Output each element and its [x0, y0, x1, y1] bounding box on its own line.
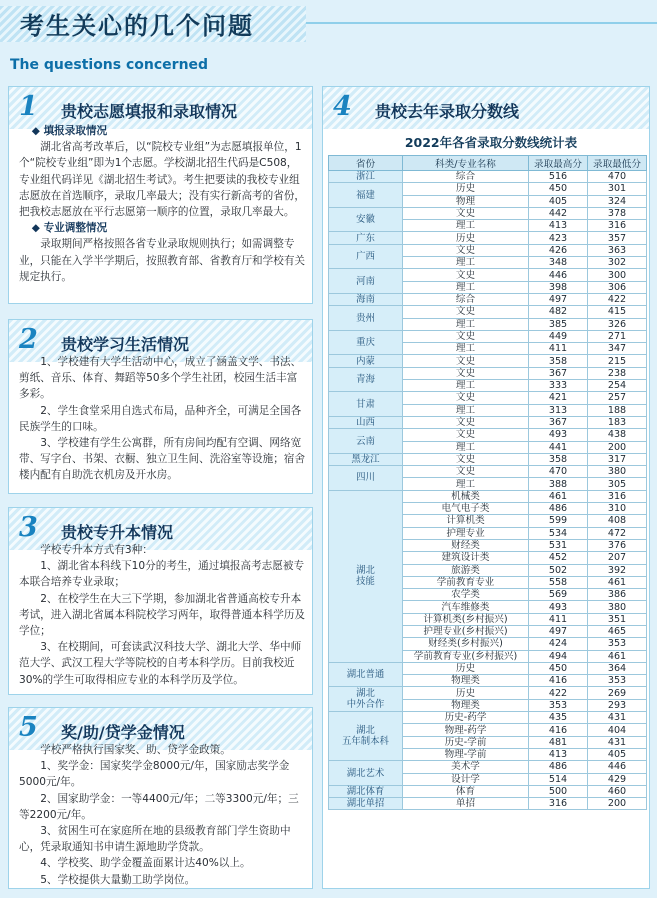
table-row — [329, 183, 647, 195]
max-score-cell: 423 — [529, 232, 588, 244]
max-score-cell: 358 — [529, 355, 588, 367]
max-score-cell: 388 — [529, 478, 588, 490]
subject-cell: 文史 — [403, 367, 529, 379]
province-cell: 黑龙江 — [329, 453, 403, 465]
min-score-cell: 302 — [588, 257, 647, 269]
diamond-bullet-icon: ◆ — [31, 125, 44, 137]
min-score-cell: 306 — [588, 281, 647, 293]
subject-cell: 文史 — [403, 392, 529, 404]
paragraph: 5、学校提供大量勤工助学岗位。 — [40, 873, 196, 886]
subject-cell: 机械类 — [403, 490, 529, 502]
table-row — [329, 662, 647, 674]
province-cell: 湖北 五年制本科 — [329, 712, 403, 761]
max-score-cell: 534 — [529, 527, 588, 539]
max-score-cell: 452 — [529, 552, 588, 564]
min-score-cell: 415 — [588, 306, 647, 318]
subheading — [19, 220, 306, 236]
subject-cell: 物理类 — [403, 699, 529, 711]
min-score-cell: 200 — [588, 798, 647, 810]
section-number: 3 — [19, 512, 38, 543]
max-score-cell: 398 — [529, 281, 588, 293]
province-cell: 青海 — [329, 367, 403, 392]
subject-cell: 学前教育专业(乡村振兴) — [403, 650, 529, 662]
max-score-cell: 497 — [529, 293, 588, 305]
province-cell: 内蒙 — [329, 355, 403, 367]
min-score-cell: 431 — [588, 736, 647, 748]
section-title: 贵校学习生活情况 — [61, 335, 190, 354]
table-row — [329, 207, 647, 219]
table-row — [329, 355, 647, 367]
table-row — [329, 453, 647, 465]
min-score-cell: 404 — [588, 724, 647, 736]
min-score-cell: 380 — [588, 601, 647, 613]
min-score-cell: 300 — [588, 269, 647, 281]
subject-cell: 文史 — [403, 207, 529, 219]
max-score-cell: 569 — [529, 589, 588, 601]
subject-cell: 单招 — [403, 798, 529, 810]
paragraph: 2、国家助学金：一等4400元/年；二等3300元/年；三等2200元/年。 — [19, 792, 299, 821]
max-score-cell: 358 — [529, 453, 588, 465]
max-score-cell: 333 — [529, 380, 588, 392]
max-score-cell: 316 — [529, 798, 588, 810]
subject-cell: 历史 — [403, 687, 529, 699]
province-cell: 福建 — [329, 183, 403, 208]
province-cell: 云南 — [329, 429, 403, 454]
max-score-cell: 514 — [529, 773, 588, 785]
max-score-cell: 494 — [529, 650, 588, 662]
subject-cell: 理工 — [403, 380, 529, 392]
min-score-cell: 363 — [588, 244, 647, 256]
table-row — [329, 798, 647, 810]
subheading-text: 填报录取情况 — [43, 125, 108, 137]
table-row — [329, 687, 647, 699]
table-row — [329, 392, 647, 404]
subject-cell: 历史 — [403, 183, 529, 195]
header-province: 省份 — [329, 156, 403, 171]
subject-cell: 美术学 — [403, 761, 529, 773]
min-score-cell: 316 — [588, 490, 647, 502]
min-score-cell: 310 — [588, 503, 647, 515]
section-number: 2 — [19, 324, 38, 355]
subject-cell: 电气电子类 — [403, 503, 529, 515]
min-score-cell: 465 — [588, 625, 647, 637]
min-score-cell: 429 — [588, 773, 647, 785]
max-score-cell: 367 — [529, 416, 588, 428]
table-row — [329, 269, 647, 281]
min-score-cell: 301 — [588, 183, 647, 195]
subject-cell: 综合 — [403, 171, 529, 183]
paragraph: 学校专升本方式有3种： — [40, 544, 153, 556]
min-score-cell: 183 — [588, 416, 647, 428]
subject-cell: 汽车维修类 — [403, 601, 529, 613]
section-1-panel — [8, 86, 313, 304]
max-score-cell: 416 — [529, 675, 588, 687]
section-number: 4 — [333, 91, 352, 122]
max-score-cell: 500 — [529, 785, 588, 797]
subject-cell: 文史 — [403, 429, 529, 441]
min-score-cell: 188 — [588, 404, 647, 416]
province-cell: 贵州 — [329, 306, 403, 331]
province-cell: 甘肃 — [329, 392, 403, 417]
max-score-cell: 435 — [529, 712, 588, 724]
max-score-cell: 411 — [529, 613, 588, 625]
paragraph: 1、学校建有大学生活动中心，成立了涵盖文学、书法、剪纸、音乐、体育、舞蹈等50多个学生社团，校园生活丰富多彩。 — [19, 356, 302, 401]
max-score-cell: 353 — [529, 699, 588, 711]
paragraph: 3、学校建有学生公寓群，所有房间均配有空调、网络宽带、写字台、书架、衣橱、独立卫生间、洗浴室等设施；宿舍楼内配有自助洗衣机房及开水房。 — [19, 437, 306, 482]
max-score-cell: 486 — [529, 503, 588, 515]
subject-cell: 物理-学前 — [403, 748, 529, 760]
min-score-cell: 461 — [588, 576, 647, 588]
province-cell: 湖北 技能 — [329, 490, 403, 662]
max-score-cell: 442 — [529, 207, 588, 219]
section-title: 贵校专升本情况 — [61, 523, 174, 542]
table-row — [329, 171, 647, 183]
table-header-row — [329, 156, 647, 171]
subheading-text: 专业调整情况 — [43, 222, 108, 235]
subject-cell: 历史 — [403, 232, 529, 244]
paragraph: 2、在校学生在大三下学期，参加湖北省普通高校专升本考试，进入湖北省属本科院校学习两年，取得普通本科学历及学位； — [19, 592, 306, 638]
paragraph: 湖北省高考改革后，以“院校专业组”为志愿填报单位，1个“院校专业组”即为1个志愿。学校湖北招生代码是C508，专业组代码详见《湖北招生考试》。考生把要读的我校专业组志愿放在首选顺序，录取几率最大；没有实行新高考的省份，把我校志愿放在平行志愿第一顺序的位置，录取几率最大。 — [19, 141, 306, 219]
max-score-cell: 599 — [529, 515, 588, 527]
min-score-cell: 376 — [588, 539, 647, 551]
min-score-cell: 470 — [588, 171, 647, 183]
province-cell: 湖北单招 — [329, 798, 403, 810]
subject-cell: 文史 — [403, 244, 529, 256]
paragraph: 3、在校期间，可套读武汉科技大学、湖北大学、华中师范大学、武汉工程大学等院校的自考本科学历。目前我校近30%的学生可取得相应专业的本科学历及学位。 — [19, 641, 302, 686]
paragraph: 1、奖学金：国家奖学金8000元/年，国家励志奖学金5000元/年。 — [19, 760, 290, 789]
max-score-cell: 493 — [529, 601, 588, 613]
table-row — [329, 416, 647, 428]
section-title: 奖/助/贷学金情况 — [61, 723, 185, 742]
min-score-cell: 472 — [588, 527, 647, 539]
max-score-cell: 413 — [529, 220, 588, 232]
max-score-cell: 405 — [529, 195, 588, 207]
max-score-cell: 516 — [529, 171, 588, 183]
province-cell: 湖北 中外合作 — [329, 687, 403, 712]
section-number: 1 — [19, 91, 38, 122]
paragraph: 4、学校奖、助学金覆盖面累计达40%以上。 — [40, 857, 251, 870]
subject-cell: 物理类 — [403, 675, 529, 687]
min-score-cell: 353 — [588, 638, 647, 650]
subheading — [19, 123, 306, 139]
min-score-cell: 215 — [588, 355, 647, 367]
province-cell: 广西 — [329, 244, 403, 269]
max-score-cell: 441 — [529, 441, 588, 453]
subject-cell: 建筑设计类 — [403, 552, 529, 564]
max-score-cell: 482 — [529, 306, 588, 318]
min-score-cell: 380 — [588, 466, 647, 478]
province-cell: 四川 — [329, 466, 403, 491]
subject-cell: 理工 — [403, 441, 529, 453]
min-score-cell: 326 — [588, 318, 647, 330]
max-score-cell: 446 — [529, 269, 588, 281]
max-score-cell: 426 — [529, 244, 588, 256]
max-score-cell: 497 — [529, 625, 588, 637]
min-score-cell: 257 — [588, 392, 647, 404]
subject-cell: 文史 — [403, 416, 529, 428]
section-body — [19, 123, 306, 285]
max-score-cell: 421 — [529, 392, 588, 404]
min-score-cell: 460 — [588, 785, 647, 797]
table-row — [329, 490, 647, 502]
max-score-cell: 461 — [529, 490, 588, 502]
min-score-cell: 317 — [588, 453, 647, 465]
paragraph: 2、学生食堂采用自选式布局，品种齐全，可满足全国各民族学生的口味。 — [19, 404, 302, 433]
min-score-cell: 293 — [588, 699, 647, 711]
province-cell: 广东 — [329, 232, 403, 244]
diamond-bullet-icon: ◆ — [31, 222, 44, 235]
max-score-cell: 422 — [529, 687, 588, 699]
subject-cell: 护理专业 — [403, 527, 529, 539]
subject-cell: 计算机类(乡村振兴) — [403, 613, 529, 625]
min-score-cell: 438 — [588, 429, 647, 441]
subject-cell: 体育 — [403, 785, 529, 797]
section-body — [19, 542, 306, 688]
max-score-cell: 367 — [529, 367, 588, 379]
max-score-cell: 416 — [529, 724, 588, 736]
paragraph: 1、湖北省本科线下10分的考生，通过填报高考志愿被专本联合培养专业录取； — [19, 560, 305, 589]
min-score-cell: 392 — [588, 564, 647, 576]
min-score-cell: 408 — [588, 515, 647, 527]
header-subject: 科类/专业名称 — [403, 156, 529, 171]
min-score-cell: 422 — [588, 293, 647, 305]
table-row — [329, 293, 647, 305]
min-score-cell: 269 — [588, 687, 647, 699]
page-title: 考生关心的几个问题 — [20, 12, 254, 40]
min-score-cell: 316 — [588, 220, 647, 232]
max-score-cell: 481 — [529, 736, 588, 748]
province-cell: 湖北普通 — [329, 662, 403, 687]
min-score-cell: 357 — [588, 232, 647, 244]
max-score-cell: 450 — [529, 662, 588, 674]
province-cell: 浙江 — [329, 171, 403, 183]
header-max-score: 录取最高分 — [529, 156, 588, 171]
table-row — [329, 466, 647, 478]
section-5-panel — [8, 707, 313, 889]
section-title: 贵校去年录取分数线 — [375, 102, 520, 121]
table-row — [329, 244, 647, 256]
max-score-cell: 470 — [529, 466, 588, 478]
province-cell: 海南 — [329, 293, 403, 305]
max-score-cell: 313 — [529, 404, 588, 416]
table-row — [329, 306, 647, 318]
subject-cell: 历史 — [403, 662, 529, 674]
max-score-cell: 385 — [529, 318, 588, 330]
section-body — [19, 742, 306, 888]
subject-cell: 理工 — [403, 318, 529, 330]
section-title: 贵校志愿填报和录取情况 — [61, 102, 238, 121]
min-score-cell: 207 — [588, 552, 647, 564]
min-score-cell: 461 — [588, 650, 647, 662]
subject-cell: 农学类 — [403, 589, 529, 601]
section-2-panel — [8, 319, 313, 494]
min-score-cell: 351 — [588, 613, 647, 625]
subject-cell: 文史 — [403, 453, 529, 465]
page-subtitle: The questions concerned — [10, 57, 209, 73]
header-rule — [306, 22, 657, 24]
subject-cell: 物理 — [403, 195, 529, 207]
province-cell: 山西 — [329, 416, 403, 428]
max-score-cell: 413 — [529, 748, 588, 760]
max-score-cell: 348 — [529, 257, 588, 269]
max-score-cell: 531 — [529, 539, 588, 551]
subject-cell: 文史 — [403, 330, 529, 342]
min-score-cell: 254 — [588, 380, 647, 392]
subject-cell: 综合 — [403, 293, 529, 305]
province-cell: 重庆 — [329, 330, 403, 355]
subject-cell: 文史 — [403, 306, 529, 318]
table-row — [329, 367, 647, 379]
max-score-cell: 493 — [529, 429, 588, 441]
max-score-cell: 502 — [529, 564, 588, 576]
min-score-cell: 353 — [588, 675, 647, 687]
max-score-cell: 558 — [529, 576, 588, 588]
subject-cell: 护理专业(乡村振兴) — [403, 625, 529, 637]
min-score-cell: 324 — [588, 195, 647, 207]
province-cell: 湖北体育 — [329, 785, 403, 797]
max-score-cell: 486 — [529, 761, 588, 773]
max-score-cell: 424 — [529, 638, 588, 650]
province-cell: 湖北艺术 — [329, 761, 403, 786]
subject-cell: 物理-药学 — [403, 724, 529, 736]
subject-cell: 理工 — [403, 281, 529, 293]
subject-cell: 历史-药学 — [403, 712, 529, 724]
subject-cell: 文史 — [403, 466, 529, 478]
subject-cell: 理工 — [403, 343, 529, 355]
table-row — [329, 761, 647, 773]
subject-cell: 财经类 — [403, 539, 529, 551]
subject-cell: 计算机类 — [403, 515, 529, 527]
paragraph: 录取期间严格按照各省专业录取规则执行；如需调整专业，只能在入学半学期后，按照教育部、省教育厅和学校有关规定执行。 — [19, 238, 306, 283]
subject-cell: 财经类(乡村振兴) — [403, 638, 529, 650]
min-score-cell: 347 — [588, 343, 647, 355]
min-score-cell: 305 — [588, 478, 647, 490]
paragraph: 学校严格执行国家奖、助、贷学金政策。 — [40, 744, 231, 756]
province-cell: 河南 — [329, 269, 403, 294]
subject-cell: 文史 — [403, 269, 529, 281]
score-table — [328, 155, 647, 810]
section-3-panel — [8, 507, 313, 695]
min-score-cell: 431 — [588, 712, 647, 724]
min-score-cell: 405 — [588, 748, 647, 760]
subject-cell: 理工 — [403, 257, 529, 269]
max-score-cell: 450 — [529, 183, 588, 195]
subject-cell: 理工 — [403, 220, 529, 232]
max-score-cell: 411 — [529, 343, 588, 355]
section-number: 5 — [19, 712, 38, 743]
table-title: 2022年各省录取分数线统计表 — [404, 135, 578, 150]
header-min-score: 录取最低分 — [588, 156, 647, 171]
subject-cell: 设计学 — [403, 773, 529, 785]
min-score-cell: 378 — [588, 207, 647, 219]
table-row — [329, 785, 647, 797]
table-row — [329, 429, 647, 441]
province-cell: 安徽 — [329, 207, 403, 232]
min-score-cell: 271 — [588, 330, 647, 342]
max-score-cell: 449 — [529, 330, 588, 342]
min-score-cell: 386 — [588, 589, 647, 601]
paragraph: 3、贫困生可在家庭所在地的县级教育部门学生资助中心，凭录取通知书申请生源地助学贷款。 — [19, 825, 291, 854]
min-score-cell: 364 — [588, 662, 647, 674]
min-score-cell: 238 — [588, 367, 647, 379]
subject-cell: 理工 — [403, 478, 529, 490]
table-row — [329, 232, 647, 244]
subject-cell: 历史-学前 — [403, 736, 529, 748]
subject-cell: 学前教育专业 — [403, 576, 529, 588]
subject-cell: 旅游类 — [403, 564, 529, 576]
min-score-cell: 200 — [588, 441, 647, 453]
min-score-cell: 446 — [588, 761, 647, 773]
section-body — [19, 354, 306, 484]
table-row — [329, 330, 647, 342]
subject-cell: 理工 — [403, 404, 529, 416]
subject-cell: 文史 — [403, 355, 529, 367]
table-row — [329, 712, 647, 724]
